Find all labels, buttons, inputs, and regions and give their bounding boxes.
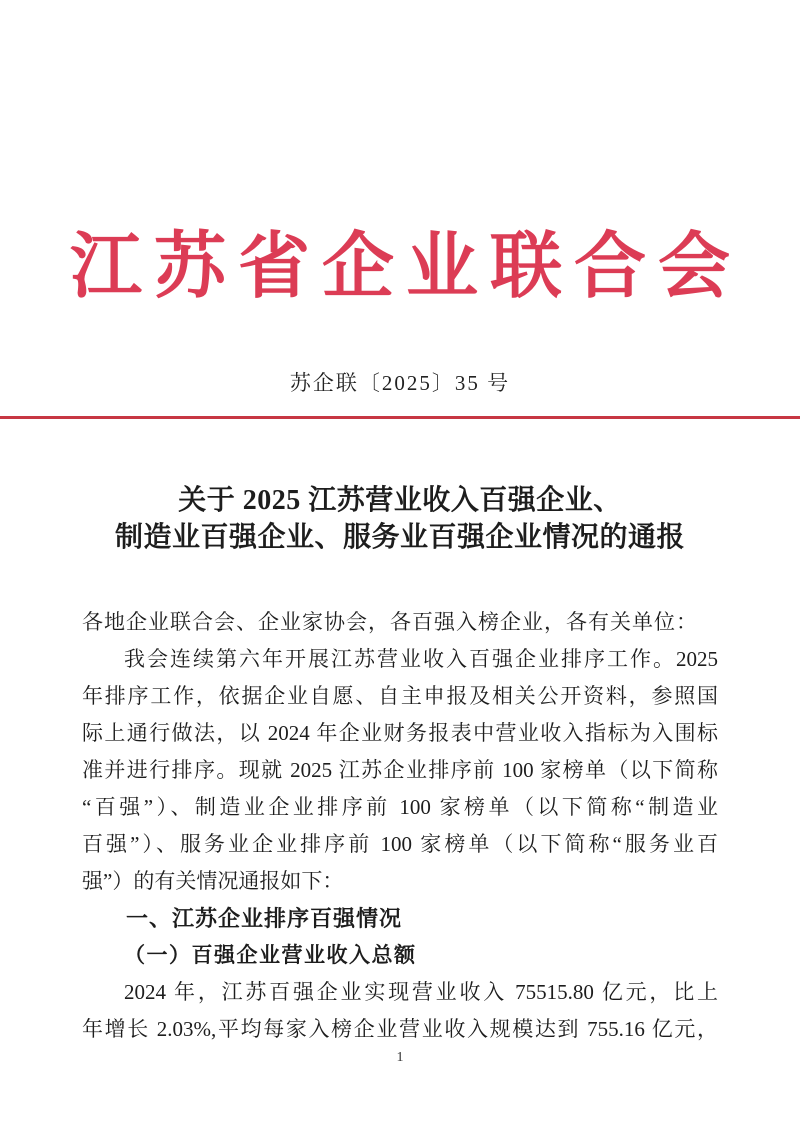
body-line: 强”）的有关情况通报如下：: [82, 869, 344, 893]
org-name-masthead: 江苏省企业联合会: [69, 227, 742, 307]
body-line: “百强”）、制造业企业排序前 100 家榜单（以下简称“制造业: [82, 795, 718, 819]
paragraph-1: [82, 641, 718, 900]
page-number: 1: [396, 1050, 404, 1065]
body-line: 年增长 2.03%,平均每家入榜企业营业收入规模达到 755.16 亿元，: [82, 1017, 718, 1041]
body-line: 准并进行排序。现就 2025 江苏企业排序前 100 家榜单（以下简称: [82, 758, 718, 782]
salutation-line: 各地企业联合会、企业家协会，各百强入榜企业，各有关单位：: [82, 610, 698, 634]
doc-title-line-1: 关于 2025 江苏营业收入百强企业、: [178, 485, 622, 516]
doc-title: [82, 482, 718, 556]
body-line: 百强”）、服务业企业排序前 100 家榜单（以下简称“服务业百: [82, 832, 718, 856]
doc-number: 苏企联〔2025〕35 号: [289, 371, 511, 395]
red-divider-line: [0, 416, 800, 419]
body-line: 我会连续第六年开展江苏营业收入百强企业排序工作。2025: [124, 647, 718, 671]
doc-title-line-2: 制造业百强企业、服务业百强企业情况的通报: [114, 522, 685, 553]
body-line: 际上通行做法，以 2024 年企业财务报表中营业收入指标为入围标: [82, 721, 718, 745]
sub-heading-1-1: （一）百强企业营业收入总额: [124, 943, 417, 967]
paragraph-2: [82, 974, 718, 1048]
body-line: 2024 年，江苏百强企业实现营业收入 75515.80 亿元，比上: [124, 980, 718, 1004]
body-line: 年排序工作，依据企业自愿、自主申报及相关公开资料，参照国: [82, 684, 718, 708]
section-heading-1: 一、江苏企业排序百强情况: [126, 906, 403, 931]
